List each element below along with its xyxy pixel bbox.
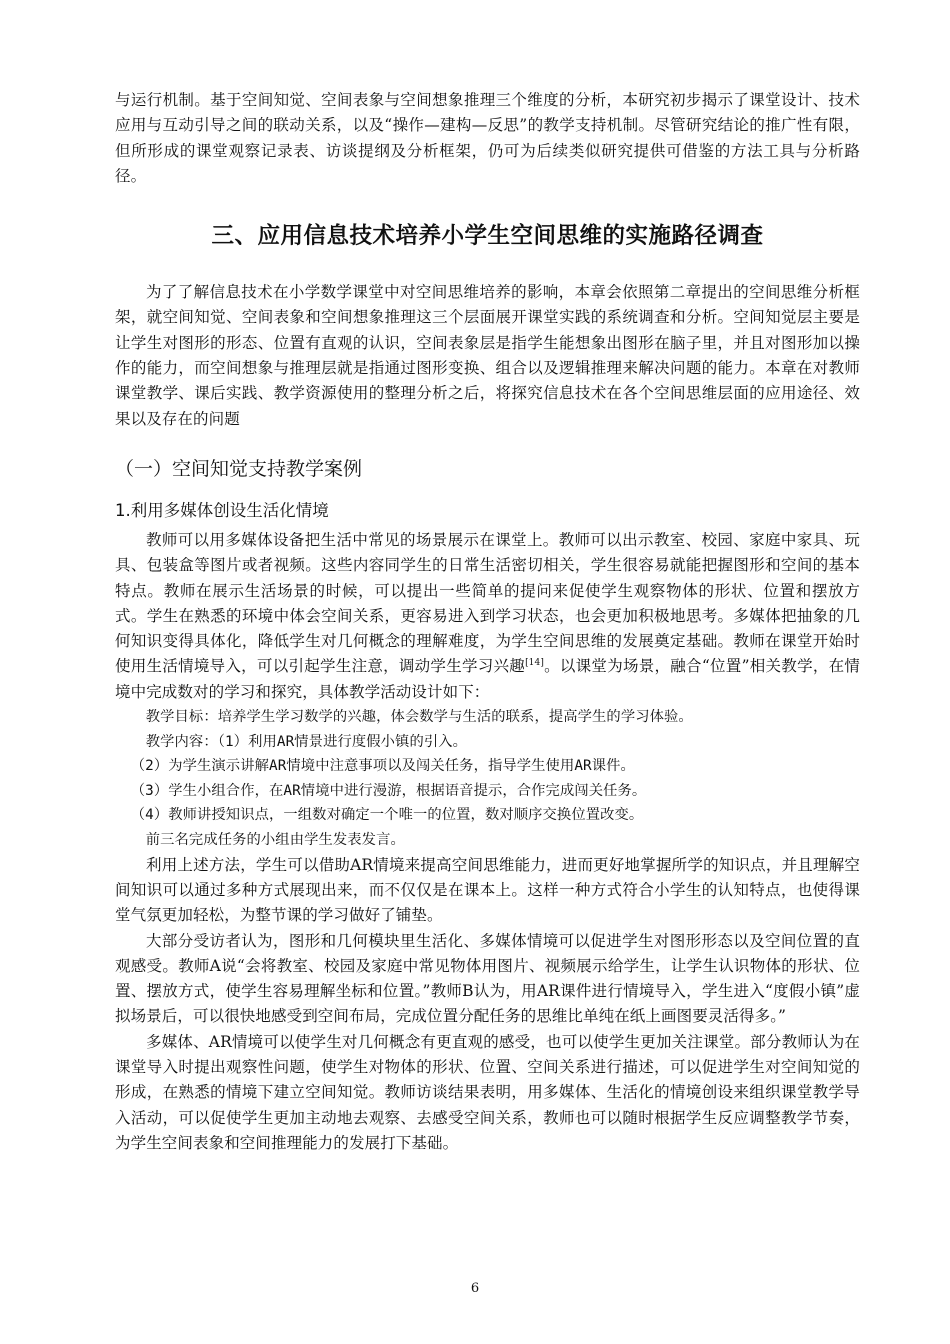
ar-method-paragraph: 利用上述方法，学生可以借助AR情境来提高空间思维能力，进而更好地掌握所学的知识点，并且理解空间知识可以通过多种方式展现出来，而不仅仅是在课本上。这样一种方式符合小学生的认知特点，也使得课堂气氛更加轻松，为整节课的学习做好了铺垫。	[115, 855, 860, 925]
multimedia-paragraph-text: 教师可以用多媒体设备把生活中常见的场景展示在课堂上。教师可以出示教室、校园、家庭中家具、玩具、包装盒等图片或者视频。这些内容同学生的日常生活密切相关，学生很容易就能把握图形和空间的基本特点。教师在展示生活场景的时候，可以提出一些简单的提问来促使学生观察物体的形状、位置和摆放方式。学生在熟悉的环境中体会空间关系，更容易进入到学习状态，也会更加积极地思考。多媒体把抽象的几何知识变得具体化，降低学生对几何概念的理解难度，为学生空间思维的发展奠定基础。教师在课堂开始时使用生活情境导入，可以引起学生注意，调动学生学习兴趣	[115, 530, 860, 676]
teaching-content: 教学内容：（1）利用AR情景进行度假小镇的引入。	[145, 733, 468, 750]
page-number: 6	[470, 1281, 480, 1296]
teaching-item-2: （2）为学生演示讲解AR情境中注意事项以及闯关任务，指导学生使用AR课件。	[130, 758, 635, 775]
teaching-item-4: （4）教师讲授知识点，一组数对确定一个唯一的位置，数对顺序交换位置改变。	[130, 807, 644, 824]
paragraph-continuation: 与运行机制。基于空间知觉、空间表象与空间想象推理三个维度的分析，本研究初步揭示了课堂设计、技术应用与互动引导之间的联动关系，以及“操作—建构—反思”的教学支持机制。尽管研究结论的推广性有限，但所形成的课堂观察记录表、访谈提纲及分析框架，仍可为后续类似研究提供可借鉴的方法工具与分析路径。	[115, 91, 860, 185]
multimedia-paragraph-tail: 。以课堂为场景，融合“位置”相关教学，在情境中完成数对的学习和探究，具体教学活动设计如下：	[115, 657, 860, 701]
teaching-ending: 前三名完成任务的小组由学生发表发言。	[145, 832, 405, 849]
interview-paragraph: 大部分受访者认为，图形和几何模块里生活化、多媒体情境可以促进学生对图形形态以及空间位置的直观感受。教师A说“会将教室、校园及家庭中常见物体用图片、视频展示给学生，让学生认识物体的形状、位置、摆放方式，使学生容易理解坐标和位置。”教师B认为，用AR课件进行情境导入，学生进入“度假小镇”虚拟场景后，可以很快地感受到空间布局，完成位置分配任务的思维比单纯在纸上画图要灵活得多。”	[115, 931, 860, 1026]
page-content	[115, 88, 860, 1156]
conclusion-paragraph: 多媒体、AR情境可以使学生对几何概念有更直观的感受，也可以使学生更加关注课堂。部分教师认为在课堂导入时提出观察性问题，使学生对物体的形状、位置、空间关系进行描述，可以促进学生对空间知觉的形成，在熟悉的情境下建立空间知觉。教师访谈结果表明，用多媒体、生活化的情境创设来组织课堂教学导入活动，可以促使学生更加主动地去观察、去感受空间关系，教师也可以随时根据学生反应调整教学节奏，为学生空间表象和空间推理能力的发展打下基础。	[115, 1032, 860, 1152]
teaching-item-3: （3）学生小组合作，在AR情境中进行漫游，根据语音提示，合作完成闯关任务。	[130, 782, 647, 799]
chapter-intro-paragraph: 为了了解信息技术在小学数学课堂中对空间思维培养的影响，本章会依照第二章提出的空间思维分析框架，就空间知觉、空间表象和空间想象推理这三个层面展开课堂实践的系统调查和分析。空间知觉层主要是让学生对图形的形态、位置有直观的认识，空间表象层是指学生能想象出图形在脑子里，并且对图形加以操作的能力，而空间想象与推理层就是指通过图形变换、组合以及逻辑推理来解决问题的能力。本章在对教师课堂教学、课后实践、教学资源使用的整理分析之后，将探究信息技术在各个空间思维层面的应用途径、效果以及存在的问题	[115, 283, 860, 428]
teaching-design-block	[115, 705, 860, 853]
multimedia-paragraph	[115, 528, 860, 705]
section-title: （一）空间知觉支持教学案例	[115, 457, 363, 480]
citation-marker: [14]	[525, 658, 544, 669]
teaching-goal: 教学目标：培养学生学习数学的兴趣，体会数学与生活的联系，提高学生的学习体验。	[145, 709, 693, 726]
chapter-title: 三、应用信息技术培养小学生空间思维的实施路径调查	[211, 223, 764, 250]
subsection-title: 1.利用多媒体创设生活化情境	[115, 500, 329, 520]
